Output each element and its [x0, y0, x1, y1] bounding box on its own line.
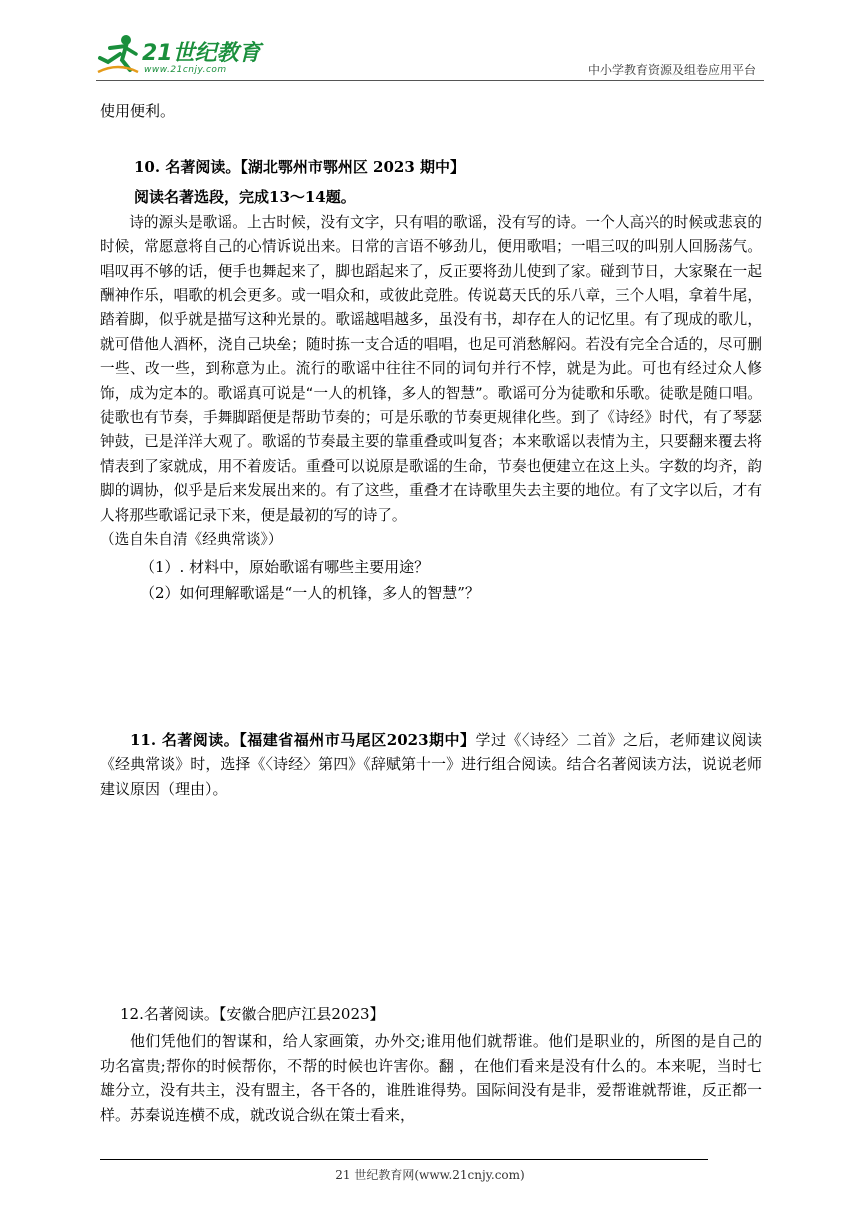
footer-divider: [100, 1159, 708, 1160]
question-10-instruction: 阅读名著选段，完成13～14题。: [134, 188, 356, 207]
logo-url: www.21cnjy.com: [144, 65, 227, 75]
question-10-sub-2: （2）如何理解歌谣是“一人的机锋，多人的智慧”？: [140, 583, 480, 602]
header-divider: [96, 80, 764, 81]
question-11: [100, 728, 762, 801]
question-11-title: 11. 名著阅读。【福建省福州市马尾区2023期中】: [130, 731, 476, 749]
question-12: [100, 1002, 762, 1127]
question-10-title: 10. 名著阅读。【湖北鄂州市鄂州区 2023 期中】: [134, 158, 466, 176]
question-11-text: [100, 728, 762, 801]
question-10: [100, 155, 762, 605]
intro-text: 使用便利。: [100, 102, 176, 120]
intro-block: [100, 99, 762, 123]
question-10-source: （选自朱自清《经典常谈》）: [100, 531, 283, 549]
question-12-passage: 他们凭他们的智谋和，给人家画策，办外交;谁用他们就帮谁。他们是职业的，所图的是自己的功名富贵;帮你的时候帮你，不帮的时候也许害你。翻 ，在他们看来是没有什么的。本来呢，当时七雄分立，没有共主，没有盟主，各干各的，谁胜谁得势。国际间没有是非，爱帮谁就帮谁，反正都一样。苏秦说连横不成，就改说合纵在策士看来，: [100, 1032, 762, 1124]
site-logo: [96, 28, 266, 80]
question-10-sub-1: （1）. 材料中，原始歌谣有哪些主要用途？: [140, 557, 430, 576]
platform-name: 中小学教育资源及组卷应用平台: [587, 63, 756, 77]
question-12-title: 12.名著阅读。【安徽合肥庐江县2023】: [120, 1005, 385, 1023]
question-10-passage: 诗的源头是歌谣。上古时候，没有文字，只有唱的歌谣，没有写的诗。一个人高兴的时候或悲哀的时候，常愿意将自己的心情诉说出来。日常的言语不够劲儿，便用歌唱；一唱三叹的叫别人回肠荡气。唱叹再不够的话，便手也舞起来了，脚也蹈起来了，反正要将劲儿使到了家。碰到节日，大家聚在一起酬神作乐，唱歌的机会更多。或一唱众和，或彼此竞胜。传说葛天氏的乐八章，三个人唱，拿着牛尾，踏着脚，似乎就是描写这种光景的。歌谣越唱越多，虽没有书，却存在人的记忆里。有了现成的歌儿，就可借他人酒杯，浇自己块垒；随时拣一支合适的唱唱，也足可消愁解闷。若没有完全合适的，尽可删一些、改一些，到称意为止。流行的歌谣中往往不同的词句并行不悖，就是为此。可也有经过众人修饰，成为定本的。歌谣真可说是“一人的机锋，多人的智慧”。歌谣可分为徒歌和乐歌。徒歌是随口唱。徒歌也有节奏，手舞脚蹈便是帮助节奏的；可是乐歌的节奏更规律化些。到了《诗经》时代，有了琴瑟钟鼓，已是洋洋大观了。歌谣的节奏最主要的靠重叠或叫复沓；本来歌谣以表情为主，只要翻来覆去将情表到了家就成，用不着废话。重叠可以说原是歌谣的生命，节奏也便建立在这上头。字数的均齐，韵脚的调协，似乎是后来发展出来的。有了这些，重叠才在诗歌里失去主要的地位。有了文字以后，才有人将那些歌谣记录下来，便是最初的写的诗了。: [100, 213, 762, 524]
question-11-body: 学过《〈诗经〉二首》之后，老师建议阅读《经典常谈》时，选择《〈诗经〉第四》《辞赋第十一》进行组合阅读。结合名著阅读方法，说说老师建议原因（理由）。: [100, 731, 762, 798]
runner-logo-icon: [96, 32, 140, 76]
page-footer: 21 世纪教育网(www.21cnjy.com): [335, 1168, 525, 1182]
logo-wordmark: 21世纪教育: [142, 41, 261, 66]
